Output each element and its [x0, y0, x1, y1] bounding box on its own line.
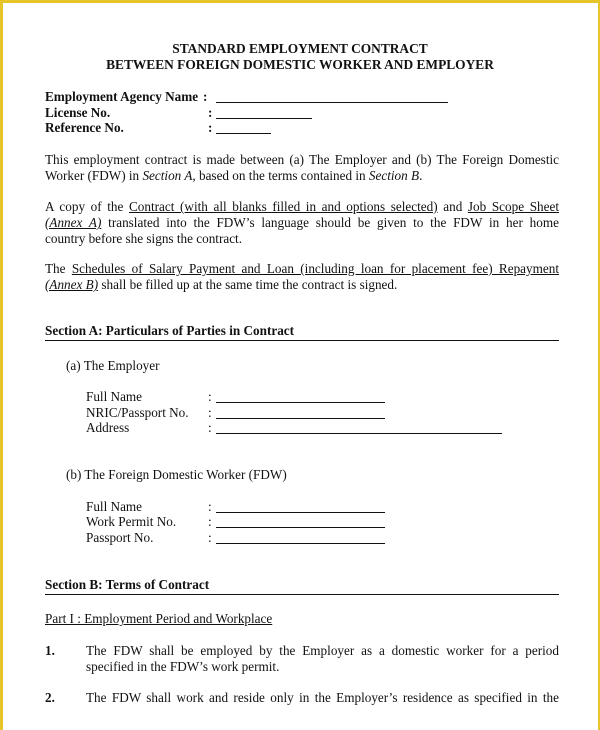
- contract-link: Contract (with all blanks filled in and options selected): [129, 199, 438, 214]
- section-a-rule: [45, 340, 559, 341]
- license-no-colon: :: [208, 105, 213, 120]
- agency-name-blank[interactable]: [216, 89, 448, 103]
- license-no-blank[interactable]: [216, 105, 312, 119]
- intro-p2-line3: country before she signs the contract.: [45, 231, 243, 246]
- intro-p1-line1: This employment contract is made between (a) The Employer and (b) The Foreign Domestic: [45, 152, 559, 167]
- employer-full-name-field[interactable]: [216, 389, 385, 403]
- clause-1-line1: The FDW shall be employed by the Employer as a domestic worker for a period: [86, 643, 559, 658]
- salary-schedule-link: Schedules of Salary Payment and Loan (including loan for placement fee) Repayment: [71, 261, 559, 276]
- section-b-rule: [45, 594, 559, 595]
- part-1-heading: Part I : Employment Period and Workplace: [45, 611, 273, 626]
- job-scope-sheet-link: Job Scope Sheet: [467, 199, 559, 214]
- fdw-work-permit-field[interactable]: [216, 514, 385, 528]
- intro-p1-line2: Worker (FDW) in Section A, based on the terms contained in Section B.: [45, 168, 423, 183]
- fdw-full-name-label: Full Name: [86, 499, 143, 514]
- fdw-passport-colon: :: [208, 530, 212, 545]
- clause-2-text: [86, 690, 559, 706]
- intro-p3-line1: The Schedules of Salary Payment and Loan (including loan for placement fee) Repayment: [45, 261, 559, 276]
- reference-no-label: Reference No.: [45, 120, 124, 135]
- employer-nric-label: NRIC/Passport No.: [86, 405, 189, 420]
- contract-title-line2: BETWEEN FOREIGN DOMESTIC WORKER AND EMPLOYER: [106, 57, 494, 72]
- employer-address-field[interactable]: [216, 420, 502, 434]
- intro-p3-line2: (Annex B) shall be filled up at the same time the contract is signed.: [45, 277, 398, 292]
- clause-1-number: 1.: [45, 643, 55, 658]
- contract-title-line1: STANDARD EMPLOYMENT CONTRACT: [172, 41, 428, 56]
- annex-b-link: (Annex B): [45, 277, 99, 292]
- fdw-full-name-field[interactable]: [216, 499, 385, 513]
- employer-full-name-colon: :: [208, 389, 212, 404]
- agency-name-label: Employment Agency Name: [45, 89, 199, 104]
- intro-paragraph-1: [45, 152, 559, 184]
- employer-address-colon: :: [208, 420, 212, 435]
- annex-a-link: (Annex A): [45, 215, 102, 230]
- employer-address-label: Address: [86, 420, 130, 435]
- fdw-passport-label: Passport No.: [86, 530, 154, 545]
- clause-2-line1: The FDW shall work and reside only in the Employer’s residence as specified in the: [86, 690, 559, 705]
- employer-full-name-label: Full Name: [86, 389, 143, 404]
- clause-1-line2: specified in the FDW’s work permit.: [86, 659, 280, 674]
- fdw-work-permit-label: Work Permit No.: [86, 514, 177, 529]
- fdw-work-permit-colon: :: [208, 514, 212, 529]
- clause-2-number: 2.: [45, 690, 55, 705]
- employer-nric-colon: :: [208, 405, 212, 420]
- section-a-heading: Section A: Particulars of Parties in Contract: [45, 323, 295, 338]
- reference-no-blank[interactable]: [216, 120, 271, 134]
- fdw-full-name-colon: :: [208, 499, 212, 514]
- employer-heading: (a) The Employer: [66, 358, 160, 373]
- fdw-heading: (b) The Foreign Domestic Worker (FDW): [66, 467, 287, 482]
- reference-no-colon: :: [208, 120, 213, 135]
- fdw-passport-field[interactable]: [216, 530, 385, 544]
- license-no-label: License No.: [45, 105, 111, 120]
- intro-paragraph-3: [45, 261, 559, 293]
- intro-paragraph-2: [45, 199, 559, 247]
- agency-name-colon: :: [203, 89, 208, 104]
- employer-nric-field[interactable]: [216, 405, 385, 419]
- clause-1-text: [86, 643, 559, 675]
- intro-p2-line2: (Annex A) translated into the FDW’s language should be given to the FDW in her home: [45, 215, 559, 230]
- intro-p2-line1: A copy of the Contract (with all blanks filled in and options selected) and Job Scope Sheet: [45, 199, 559, 214]
- section-b-heading: Section B: Terms of Contract: [45, 577, 210, 592]
